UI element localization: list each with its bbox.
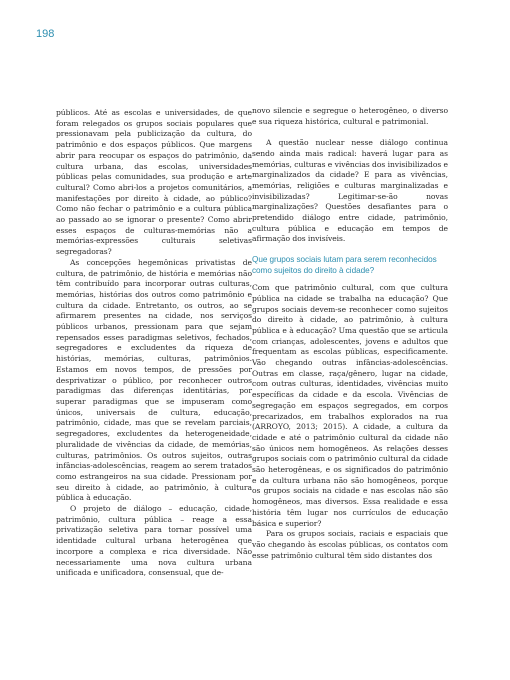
paragraph: novo silencie e segregue o heterogêneo, o diverso e sua riqueza histórica, cultural e patrimonial. [252, 106, 448, 126]
paragraph: O projeto de diálogo – educação, cidade, patrimônio, cultura pública – reage a essa privatização seletiva para tornar possível uma identidade cultural urbana heterogênea que incorpore a complexa e rica diversidade. Não necessariamente uma nova cultura urbana unificada e unificadora, consensual, que de- [56, 504, 252, 578]
right-text-column [252, 106, 448, 561]
paragraph: públicos. Até as escolas e universidades, de que foram relegados os grupos sociais populares que pressionavam pela publicização da cultura, do patrimônio e dos espaços públicos. Que margens abrir para reocupar os espaços do patrimônio, da cultura urbana, das escolas, universidades públicas pelas comunidades, sua produção e arte cultural? Como abri-los a projetos comunitários, a manifestações por direito à cidade, ao público? Como não fechar o patrimônio e a cultura pública ao passado ao se ignorar o presente? Como abrir esses espaços de culturas-memórias não a memórias-expressões culturais seletivas segregadoras? [56, 108, 252, 257]
page-number: 198 [36, 28, 55, 40]
paragraph: Com que patrimônio cultural, com que cultura pública na cidade se trabalha na educação? Que grupos sociais devem-se reconhecer como sujeitos do direito à cidade, ao patrimônio, à cultura pública e à educação? Uma questão que se articula com crianças, adolescentes, jovens e adultos que frequentam as escolas públicas, especificamente. Vão chegando outras infâncias-adolescências. Outras em classe, raça/gênero, lugar na cidade, com outras culturas, identidades, vivências muito específicas da cidade e da escola. Vivências de segregação em espaços segregados, em corpos precarizados, em trabalhos explorados na rua (ARROYO, 2013; 2015). A cidade, a cultura da cidade e até o patrimônio cultural da cidade não são únicos nem homogêneos. As relações desses grupos sociais com o patrimônio cultural da cidade são heterogêneas, e os significados do patrimônio e da cultura urbana não são homogêneos, porque os grupos sociais na cidade e nas escolas não são homogêneos, mas diversos. Essa realidade e essa história têm lugar nos currículos de educação básica e superior? [252, 283, 448, 528]
paragraph: Para os grupos sociais, raciais e espaciais que vão chegando às escolas públicas, os contatos com esse patrimônio cultural têm sido distantes dos [252, 529, 448, 560]
paragraph: A questão nuclear nesse diálogo continua sendo ainda mais radical: haverá lugar para as memórias, culturas e vivências dos invisibilizados e marginalizados da cidade? E para as vivências, memórias, religiões e culturas marginalizadas e invisibilizadas? Legitimar-se-ão novas marginalizações? Questões desafiantes para o pretendido diálogo entre cidade, patrimônio, cultura pública e educação em tempos de afirmação dos invisíveis. [252, 138, 449, 244]
left-text-column [56, 108, 252, 579]
section-subheading: Que grupos sociais lutam para serem reconhecidos como sujeitos do direito à cidade? [252, 255, 437, 276]
paragraph: As concepções hegemônicas privatistas de cultura, de patrimônio, de história e memórias não têm contribuído para incorporar outras culturas, memórias, histórias dos outros como patrimônio e cultura da cidade. Entretanto, os outros, ao se afirmarem presentes na cidade, nos serviços públicos urbanos, pressionam para que sejam repensados esses paradigmas seletivos, fechados, segregadores e excludentes da riqueza de histórias, memórias, culturas, patrimônios. Estamos em novos tempos, de pressões por desprivatizar o público, por reconhecer outros paradigmas das diferenças identitárias, por superar paradigmas que se impuseram como únicos, universais de cultura, educação, patrimônio, cidade, mas que se revelam parciais, segregadores, excludentes da heterogeneidade, pluralidade de vivências da cidade, de memórias, culturas, patrimônios. Os outros sujeitos, outras infâncias-adolescências, reagem ao serem tratados como estrangeiros na sua cidade. Pressionam por seu direito à cidade, ao patrimônio, à cultura pública à educação. [56, 257, 252, 503]
paragraph-gap [252, 127, 448, 138]
